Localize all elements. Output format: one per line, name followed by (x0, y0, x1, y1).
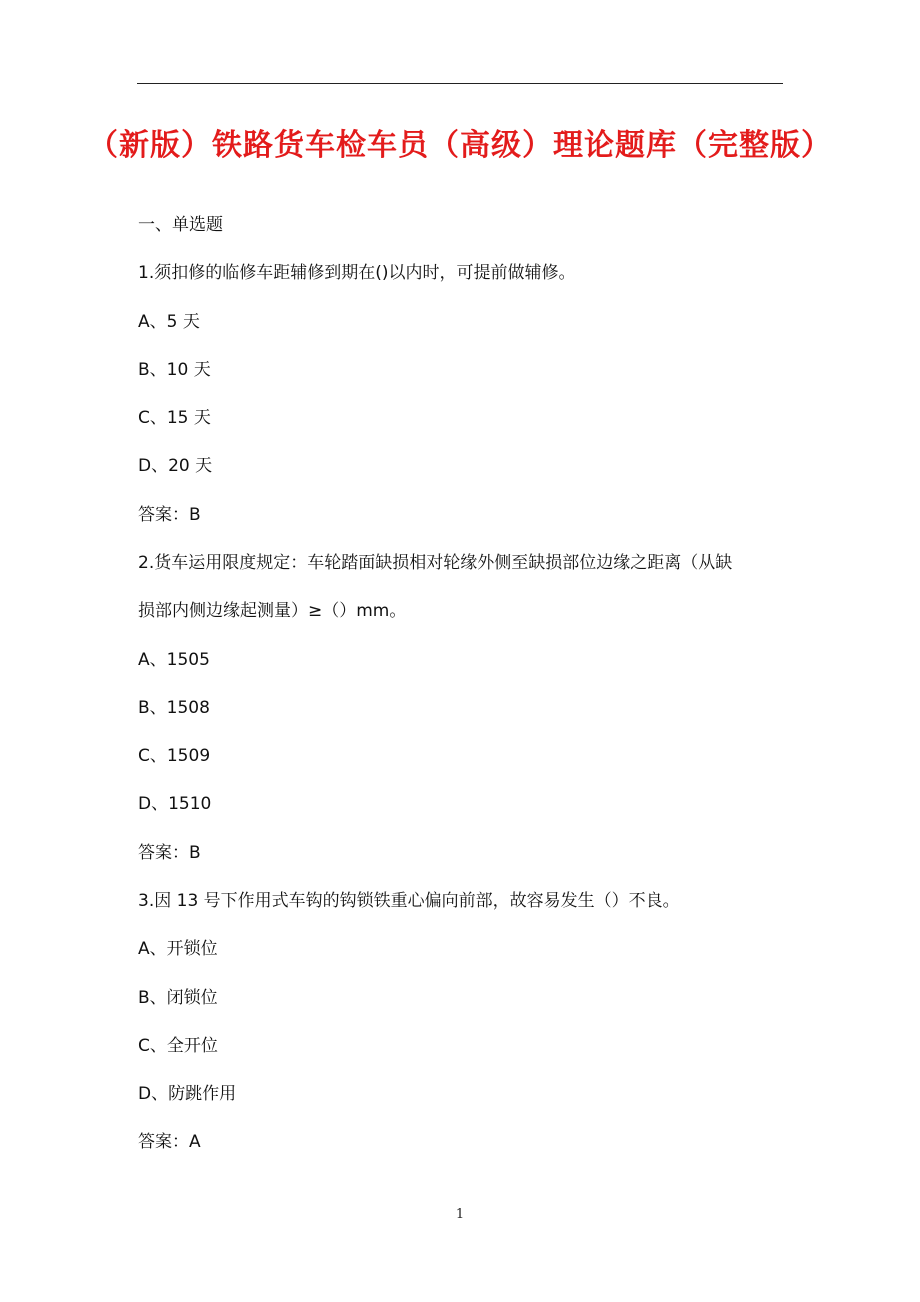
question-1-option-d: D、20 天 (138, 456, 213, 476)
question-3-answer: 答案：A (138, 1132, 201, 1152)
question-1-answer: 答案：B (138, 505, 201, 525)
question-1-option-a: A、5 天 (138, 312, 200, 332)
question-3-stem: 3.因 13 号下作用式车钩的钩锁铁重心偏向前部，故容易发生（）不良。 (138, 891, 680, 911)
question-1-option-b: B、10 天 (138, 360, 211, 380)
question-3-option-a: A、开锁位 (138, 939, 218, 959)
question-3-option-d: D、防跳作用 (138, 1084, 237, 1104)
question-1-option-c: C、15 天 (138, 408, 211, 428)
question-2-option-b: B、1508 (138, 698, 210, 718)
page-number: 1 (455, 1207, 465, 1222)
header-rule (137, 83, 783, 84)
question-3-option-c: C、全开位 (138, 1036, 218, 1056)
question-2-stem-line-2: 损部内侧边缘起测量）≥（）mm。 (138, 601, 407, 621)
question-1-stem: 1.须扣修的临修车距辅修到期在()以内时，可提前做辅修。 (138, 263, 576, 283)
question-2-option-a: A、1505 (138, 650, 210, 670)
question-2-option-d: D、1510 (138, 794, 212, 814)
question-2-answer: 答案：B (138, 843, 201, 863)
document-title: （新版）铁路货车检车员（高级）理论题库（完整版） (88, 128, 832, 163)
question-2-option-c: C、1509 (138, 746, 211, 766)
question-2-stem-line-1: 2.货车运用限度规定：车轮踏面缺损相对轮缘外侧至缺损部位边缘之距离（从缺 (138, 553, 733, 573)
section-heading: 一、单选题 (138, 215, 223, 235)
question-3-option-b: B、闭锁位 (138, 988, 218, 1008)
